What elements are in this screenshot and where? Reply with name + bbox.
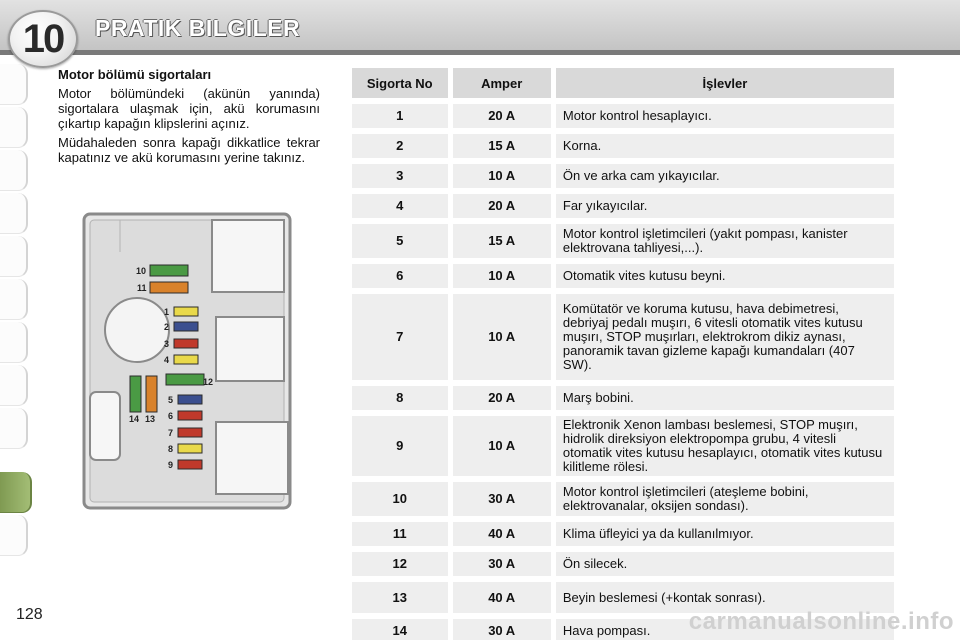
fuse-amp: 10 A bbox=[453, 164, 551, 188]
fuse-table bbox=[347, 62, 899, 640]
intro-paragraph-2: Müdahaleden sonra kapağı dikkatlice tekrar kapatınız ve akü korumasını yerine takınız. bbox=[58, 135, 320, 165]
table-row bbox=[352, 224, 894, 258]
column-header-functions: İşlevler bbox=[556, 68, 894, 98]
fuse-label-1: 1 bbox=[164, 307, 170, 317]
fuse-label-3: 3 bbox=[164, 339, 170, 349]
fuse-no: 4 bbox=[352, 194, 448, 218]
fuse-label-13: 13 bbox=[145, 414, 156, 424]
fuse-label-7: 7 bbox=[168, 428, 174, 438]
fuse-label-14: 14 bbox=[129, 414, 140, 424]
table-row bbox=[352, 264, 894, 288]
chapter-tab-8[interactable] bbox=[0, 365, 28, 406]
relay-slot-middle bbox=[216, 317, 284, 381]
fuse-label-4: 4 bbox=[164, 355, 170, 365]
chapter-tab-9[interactable] bbox=[0, 408, 28, 449]
fuse-amp: 10 A bbox=[453, 294, 551, 380]
fuse-amp: 15 A bbox=[453, 224, 551, 258]
fuse-label-11: 11 bbox=[137, 283, 147, 293]
fuse-amp: 30 A bbox=[453, 482, 551, 516]
fuse-no: 1 bbox=[352, 104, 448, 128]
table-row bbox=[352, 552, 894, 576]
fuse-amp: 30 A bbox=[453, 552, 551, 576]
chapter-tab-3[interactable] bbox=[0, 150, 28, 191]
fuse-no: 14 bbox=[352, 619, 448, 640]
fuse-amp: 30 A bbox=[453, 619, 551, 640]
fuse-no: 8 bbox=[352, 386, 448, 410]
column-header-no: Sigorta No bbox=[352, 68, 448, 98]
section-heading: Motor bölümü sigortaları bbox=[58, 67, 212, 82]
fuse-label-6: 6 bbox=[168, 411, 174, 421]
fuse-function: Motor kontrol işletimcileri (yakıt pompası, kanister elektrovana tahliyesi,...). bbox=[556, 224, 894, 258]
fuse-amp: 20 A bbox=[453, 386, 551, 410]
table-row bbox=[352, 294, 894, 380]
side-slot bbox=[90, 392, 120, 460]
fuse-label-5: 5 bbox=[168, 395, 174, 405]
table-row bbox=[352, 194, 894, 218]
watermark: carmanualsonline.info bbox=[688, 608, 954, 635]
fuse-function: Elektronik Xenon lambası beslemesi, STOP muşırı, hidrolik direksiyon elektropompa grubu, 4 vitesli otomatik vites kutusu hesaplayıcı, otomatik vites kutusu kilitleme rölesi. bbox=[556, 416, 894, 476]
fuse-amp: 10 A bbox=[453, 416, 551, 476]
fuse-no: 7 bbox=[352, 294, 448, 380]
fuse-function: Motor kontrol hesaplayıcı. bbox=[556, 104, 894, 128]
chapter-tab-4[interactable] bbox=[0, 193, 28, 234]
fuse-function: Otomatik vites kutusu beyni. bbox=[556, 264, 894, 288]
fuse-no: 11 bbox=[352, 522, 448, 546]
chapter-tab-1[interactable] bbox=[0, 64, 28, 105]
table-header-row bbox=[352, 68, 894, 98]
fuse-function: Far yıkayıcılar. bbox=[556, 194, 894, 218]
fuse-amp: 40 A bbox=[453, 522, 551, 546]
page-title: PRATIK BILGILER bbox=[95, 15, 301, 41]
fuse-function: Marş bobini. bbox=[556, 386, 894, 410]
fuse-label-9: 9 bbox=[168, 460, 174, 470]
round-connector bbox=[105, 298, 169, 362]
fuse-amp: 20 A bbox=[453, 194, 551, 218]
table-row bbox=[352, 416, 894, 476]
fuse-amp: 15 A bbox=[453, 134, 551, 158]
fuse-10 bbox=[136, 265, 188, 276]
table-row bbox=[352, 386, 894, 410]
fuse-function: Ön ve arka cam yıkayıcılar. bbox=[556, 164, 894, 188]
fuse-label-8: 8 bbox=[168, 444, 174, 454]
table-row bbox=[352, 522, 894, 546]
fuse-function: Komütatör ve koruma kutusu, hava debimetresi, debriyaj pedalı muşırı, 6 vitesli otomatik vites kutusu muşırı, STOP muşırları, elektrokrom dikiz aynası, panoramik tavan gizleme kapağı kumandaları (407 SW). bbox=[556, 294, 894, 380]
chapter-badge: 10 bbox=[8, 10, 78, 68]
intro-paragraph-1: Motor bölümündeki (akünün yanında) sigortalara ulaşmak için, akü korumasını çıkartıp kapağın klipslerini açınız. bbox=[58, 86, 320, 131]
fuse-label-2: 2 bbox=[164, 322, 170, 332]
intro-text-block bbox=[58, 67, 320, 169]
fuse-no: 3 bbox=[352, 164, 448, 188]
fuse-no: 2 bbox=[352, 134, 448, 158]
chapter-tab-5[interactable] bbox=[0, 236, 28, 277]
fuse-label-12: 12 bbox=[203, 377, 214, 387]
fuse-no: 10 bbox=[352, 482, 448, 516]
fuse-no: 6 bbox=[352, 264, 448, 288]
fuse-function: Korna. bbox=[556, 134, 894, 158]
chapter-tab-6[interactable] bbox=[0, 279, 28, 320]
table-row bbox=[352, 134, 894, 158]
chapter-tab-11[interactable] bbox=[0, 515, 28, 556]
fuse-amp: 20 A bbox=[453, 104, 551, 128]
chapter-side-tabs bbox=[0, 64, 30, 574]
table-row bbox=[352, 104, 894, 128]
fuse-no: 5 bbox=[352, 224, 448, 258]
header-strip bbox=[0, 50, 960, 55]
fuse-function: Ön silecek. bbox=[556, 552, 894, 576]
table-row bbox=[352, 164, 894, 188]
page-number: 128 bbox=[16, 606, 43, 623]
fuse-amp: 40 A bbox=[453, 582, 551, 613]
fuse-amp: 10 A bbox=[453, 264, 551, 288]
fuse-no: 9 bbox=[352, 416, 448, 476]
chapter-tab-7[interactable] bbox=[0, 322, 28, 363]
fuse-function: Beyin beslemesi (+kontak sonrası). bbox=[556, 582, 894, 613]
relay-slot-bottom bbox=[216, 422, 288, 494]
relay-slot-top bbox=[212, 220, 284, 292]
chapter-tab-10-active[interactable] bbox=[0, 472, 32, 513]
table-row bbox=[352, 482, 894, 516]
fuse-function: Klima üfleyici ya da kullanılmıyor. bbox=[556, 522, 894, 546]
fuse-no: 13 bbox=[352, 582, 448, 613]
fuse-label-10: 10 bbox=[136, 266, 147, 276]
fuse-function: Hava pompası. bbox=[556, 619, 894, 640]
chapter-tab-2[interactable] bbox=[0, 107, 28, 148]
column-header-amp: Amper bbox=[453, 68, 551, 98]
fuse-box-diagram bbox=[82, 212, 292, 510]
fuse-function: Motor kontrol işletimcileri (ateşleme bobini, elektrovanalar, oksijen sondası). bbox=[556, 482, 894, 516]
fuse-11 bbox=[137, 282, 188, 293]
fuse-no: 12 bbox=[352, 552, 448, 576]
